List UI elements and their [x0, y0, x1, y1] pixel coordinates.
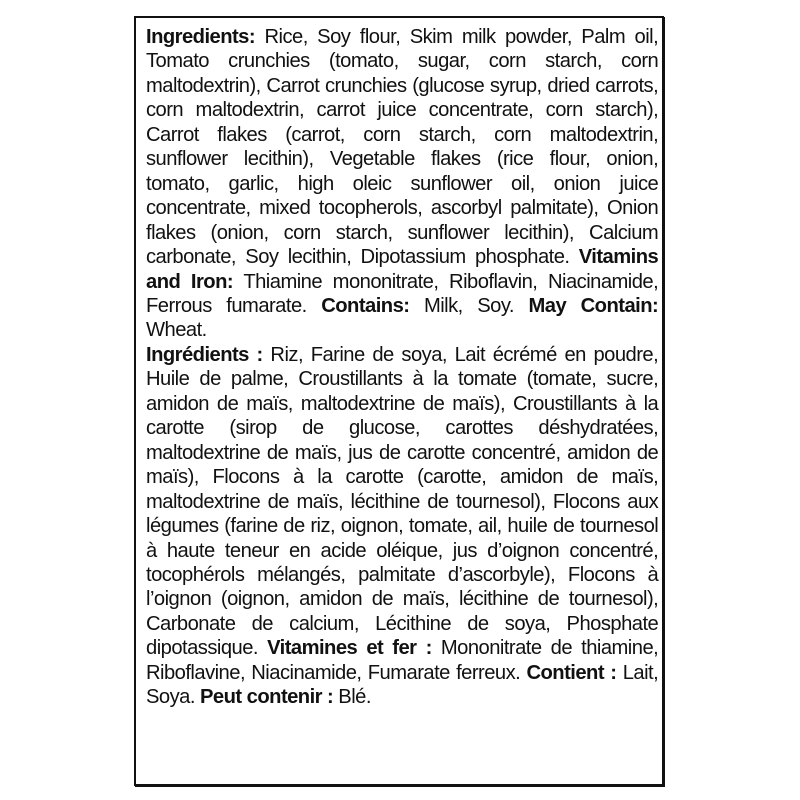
vitamins-heading-fr: Vitamines et fer : — [267, 636, 432, 660]
ingredients-label-box — [134, 16, 664, 786]
label-text — [146, 25, 658, 710]
may-contain-list-en: Wheat. — [146, 318, 207, 342]
contains-list-en: Milk, Soy. — [409, 293, 529, 317]
ingredients-heading-en: Ingredients: — [146, 25, 256, 48]
contains-heading-fr: Contient : — [526, 660, 617, 684]
english-ingredients-paragraph — [146, 25, 658, 343]
may-contain-heading-en: May Contain: — [528, 293, 659, 317]
may-contain-heading-fr: Peut contenir : — [200, 685, 334, 709]
ingredients-heading-fr: Ingrédients : — [146, 342, 263, 366]
vitamins-list-fr: Mononitrate de thiamine, Riboflavine, Niacinamide, Fumarate ferreux. — [146, 636, 659, 684]
may-contain-list-fr: Blé. — [333, 685, 371, 709]
contains-heading-en: Contains: — [321, 293, 410, 317]
vitamins-heading-en: Vitamins and Iron: — [146, 245, 659, 293]
french-ingredients-paragraph — [146, 343, 658, 710]
contains-list-fr: Lait, Soya. — [146, 660, 659, 709]
vitamins-list-en: Thiamine mononitrate, Riboflavin, Niacinamide, Ferrous fumarate. — [146, 269, 659, 317]
ingredients-list-fr: Riz, Farine de soya, Lait écrémé en poudre, Huile de palme, Croustillants à la tomate (tomate, sucre, amidon de maïs, maltodextrine de maïs), Croustillants à la carotte (sirop de glucose, carottes déshydratées, maltodextrine de maïs, jus de carotte concentré, amidon de maïs), Flocons à la carotte (carotte, amidon de maïs, maltodextrine de maïs, lécithine de tournesol), Flocons aux légumes (farine de riz, oignon, tomate, ail, huile de tournesol à haute teneur en acide oléique, jus d’oignon concentré, tocophérols mélangés, palmitate d’ascorbyle), Flocons à l’oignon (oignon, amidon de maïs, lécithine de tournesol), Carbonate de calcium, Lécithine de soya, Phosphate dipotassique. — [146, 342, 659, 660]
ingredients-list-en: Rice, Soy flour, Skim milk powder, Palm oil, Tomato crunchies (tomato, sugar, corn starch, corn maltodextrin), Carrot crunchies (glucose syrup, dried carrots, corn maltodextrin, carrot juice concentrate, corn starch), Carrot flakes (carrot, corn starch, corn maltodextrin, sunflower lecithin), Vegetable flakes (rice flour, onion, tomato, garlic, high oleic sunflower oil, onion juice concentrate, mixed tocopherols, ascorbyl palmitate), Onion flakes (onion, corn starch, sunflower lecithin), Calcium carbonate, Soy lecithin, Dipotassium phosphate. — [146, 25, 659, 269]
